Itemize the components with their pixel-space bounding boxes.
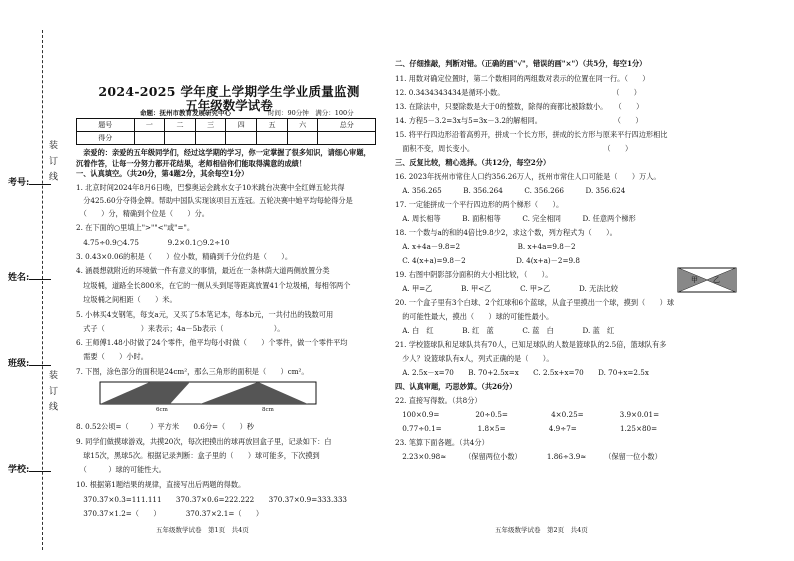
page-2	[395, 0, 787, 561]
time-info: 时间：90分钟 满分：100分	[268, 109, 354, 117]
question-line: 的可能性最大，摸出（ ）球的可能性最小。	[395, 312, 554, 321]
question-line: 2.23×0.98≈ （保留两位小数） 1.86÷3.9≈ （保留一位小数）	[395, 452, 662, 461]
question-line: 1. 北京时间2024年8月6日晚，巴黎奥运会跳水女子10米跳台决赛中全红婵五轮共得	[76, 183, 345, 192]
question-line: A. 白 红 B. 红 蓝 C. 蓝 白 D. 蓝 红	[395, 326, 615, 335]
q7-triangle	[200, 382, 308, 404]
question-line: 12. 0.3434343434是循环小数。 （ ）	[395, 88, 641, 97]
score-cell[interactable]	[165, 132, 196, 145]
name-field[interactable]: 姓名:	[8, 270, 51, 283]
question-line: 分425.60分夺得金牌。帮助中国队实现该项目五连冠。五轮决赛中她平均每轮得分是	[76, 196, 353, 205]
exam-number-field[interactable]: 考号:	[8, 175, 51, 188]
question-line: 8. 0.52公顷=（ ）平方米 0.6分=（ ）秒	[76, 422, 254, 431]
question-line: 16. 2023年抚州市常住人口约356.26万人，抚州市常住人口可能是（ ）万人。	[395, 172, 661, 181]
question-line: A. x+4a－9.8=2 B. x+4a=9.8－2	[395, 242, 576, 251]
question-line: 10. 根据第1题结果的规律，直接写出后两题的得数。	[76, 480, 246, 489]
binding-label-bottom: 装 订 线	[47, 370, 57, 413]
question-line: 垃圾桶之间相距（ ）米。	[76, 295, 177, 304]
question-line: 17. 一定能拼成一个平行四边形的两个梯形（ ）。	[395, 200, 564, 209]
question-line: 式子（ ）来表示；4a－5b表示（ ）。	[76, 324, 285, 333]
question-line: 14. 方程5－3.2=3x与5=3x－3.2的解相同。 （ ）	[395, 116, 643, 125]
score-header-cell: 一	[134, 119, 165, 132]
score-header-cell: 题号	[77, 119, 135, 132]
q7-label-8cm: 8cm	[262, 407, 274, 413]
binding-margin	[0, 0, 70, 561]
question-line: 370.37×0.3=111.111 370.37×0.6=222.222 370.37×0.9=333.333	[76, 495, 347, 504]
question-line: 面积不变，周长变小。 （ ）	[395, 144, 633, 153]
binding-label-top: 装 订 线	[47, 140, 57, 183]
notice-line: 亲爱的：亲爱的五年级同学们，经过这学期的学习，你一定掌握了很多知识，请细心审题，	[76, 148, 371, 157]
score-row-label: 得分	[77, 132, 135, 145]
question-line: 11. 用数对确定位置时，第二个数相同的两组数对表示的位置在同一行。（ ）	[395, 74, 650, 83]
question-line: 6. 王师傅1.48小时做了24个零件，他平均每小时做（ ）个零件，做一个零件平均	[76, 338, 348, 347]
q19-label-jia: 甲	[691, 276, 698, 284]
question-line: 18. 一个数与a的和的4倍比9.8少2，求这个数，列方程式为（ ）。	[395, 228, 617, 237]
notice	[76, 147, 382, 169]
class-field[interactable]: 班级:	[8, 356, 51, 369]
q7-figure	[98, 380, 318, 414]
score-header-cell: 六	[287, 119, 318, 132]
question-line: 0.77÷0.1= 1.8×5= 4.9÷7= 1.25×80=	[395, 424, 658, 433]
q19-figure	[677, 267, 737, 293]
q7-shaded-parallelogram	[100, 382, 190, 404]
question-line: 3. 0.43×0.06的积是（ ）位小数，精确到千分位约是（ ）。	[76, 252, 293, 261]
school-field[interactable]: 学校:	[8, 462, 51, 475]
question-line: 100×0.9= 20÷0.5= 4×0.25= 3.9×0.01=	[395, 410, 660, 419]
exam-subtitle: 五年级数学试卷	[185, 98, 273, 113]
page-footer: 五年级数学试卷 第2页 共4页	[495, 526, 588, 534]
score-cell[interactable]	[257, 132, 288, 145]
score-cell[interactable]	[226, 132, 257, 145]
question-line: 4.75÷0.9○4.75 9.2×0.1○9.2÷10	[76, 238, 230, 247]
question-line: （ ）球的可能性大。	[76, 465, 166, 474]
question-line: 2. 在下面的○里填上">""<"或"="。	[76, 223, 195, 232]
score-cell[interactable]	[134, 132, 165, 145]
question-line: 23. 笔算下面各题。（共4分）	[395, 438, 489, 447]
page-footer: 五年级数学试卷 第1页 共4页	[156, 526, 249, 534]
question-line: 22. 直接写得数。（共8分）	[395, 396, 482, 405]
question-line: 9. 同学们做摸球游戏，共摸20次，每次把摸出的球再放回盒子里，记录如下：白	[76, 437, 332, 446]
question-line: 7. 下图，涂色部分的面积是24cm²，那么三角形的面积是（ ）cm²。	[76, 367, 309, 376]
page-1	[76, 0, 382, 561]
setter-info: 命题：抚州市教育发展研究中心	[140, 109, 231, 117]
exam-title: 2024-2025 学年度上学期学生学业质量监测	[98, 84, 360, 99]
section-1-heading: 一、认真填空。（共20分，第4题2分，其余每空1分）	[76, 169, 249, 178]
q7-label-6cm: 6cm	[156, 407, 168, 413]
question-line: A. 356.265 B. 356.264 C. 356.266 D. 356.624	[395, 186, 626, 195]
question-line: 球15次，黑球5次。根据记录判断：盒子里的（ ）球可能多，下次摸到	[76, 451, 320, 460]
question-line: C. 4(x+a)=9.8－2 D. 4(x+a)－2=9.8	[395, 256, 580, 265]
question-line: 垃圾桶，道路全长800米，在它的一侧从头到尾等距离放置41个垃圾桶，每相邻两个	[76, 281, 351, 290]
section-4-heading: 四、认真审题，巧思妙算。（共26分）	[395, 382, 517, 391]
question-line: 19. 右图中阴影部分面积的大小相比较，（ ）。	[395, 270, 553, 279]
question-line: 13. 在除法中，只要除数是大于0的整数，除得的商都比被除数小。 （ ）	[395, 102, 644, 111]
question-line: 21. 学校篮球队和足球队共有70人，已知足球队的人数是篮球队的2.5倍，篮球队有多	[395, 340, 667, 349]
section-3-heading: 三、反复比较，精心选择。（共12分，每空2分）	[395, 158, 551, 167]
score-table	[76, 118, 376, 145]
q19-shaded-right	[707, 268, 736, 292]
score-cell[interactable]	[287, 132, 318, 145]
question-line: 4. 涵晨想就附近的环境做一件有意义的事情，最近在一条林荫大道两侧放置分类	[76, 266, 330, 275]
question-line: 370.37×1.2=（ ） 370.37×2.1=（ ）	[76, 509, 264, 518]
score-header-cell: 五	[257, 119, 288, 132]
question-line: 20. 一个盒子里有3个白球、2个红球和6个蓝球，从盒子里摸出一个球，摸到（ ）球	[395, 298, 675, 307]
section-2-heading: 二、仔细推敲，判断对错。（正确的画"√"，错误的画"×"）（共5分，每空1分）	[395, 59, 647, 68]
question-line: A. 2.5x－x=70 B. 70+2.5x=x C. 2.5x+x=70 D. 70+x=2.5x	[395, 368, 649, 377]
question-line: 少人？设篮球队有x人，列式正确的是（ ）。	[395, 354, 554, 363]
notice-line: 沉着作答，让每一分努力都开花结果，老师相信你们能取得满意的成绩！	[76, 159, 307, 168]
question-line: 15. 将平行四边形沿着高剪开，拼成一个长方形，拼成的长方形与原来平行四边形相比	[395, 130, 668, 139]
score-header-cell: 三	[195, 119, 226, 132]
score-cell[interactable]	[318, 132, 376, 145]
score-header-cell: 四	[226, 119, 257, 132]
q19-label-yi: 乙	[713, 276, 720, 284]
score-header-cell: 总分	[318, 119, 376, 132]
question-line: 5. 小林买4支钢笔，每支a元，又买了5本笔记本，每本b元，一共付出的钱数可用	[76, 310, 334, 319]
score-cell[interactable]	[195, 132, 226, 145]
question-line: A. 周长相等 B. 面积相等 C. 完全相同 D. 任意两个梯形	[395, 214, 636, 223]
question-line: 需要（ ）小时。	[76, 352, 148, 361]
question-line: A. 甲=乙 B. 甲<乙 C. 甲>乙 D. 无法比较	[395, 284, 618, 293]
score-header-cell: 二	[165, 119, 196, 132]
question-line: （ ）分，精确到个位是（ ）分。	[76, 209, 209, 218]
